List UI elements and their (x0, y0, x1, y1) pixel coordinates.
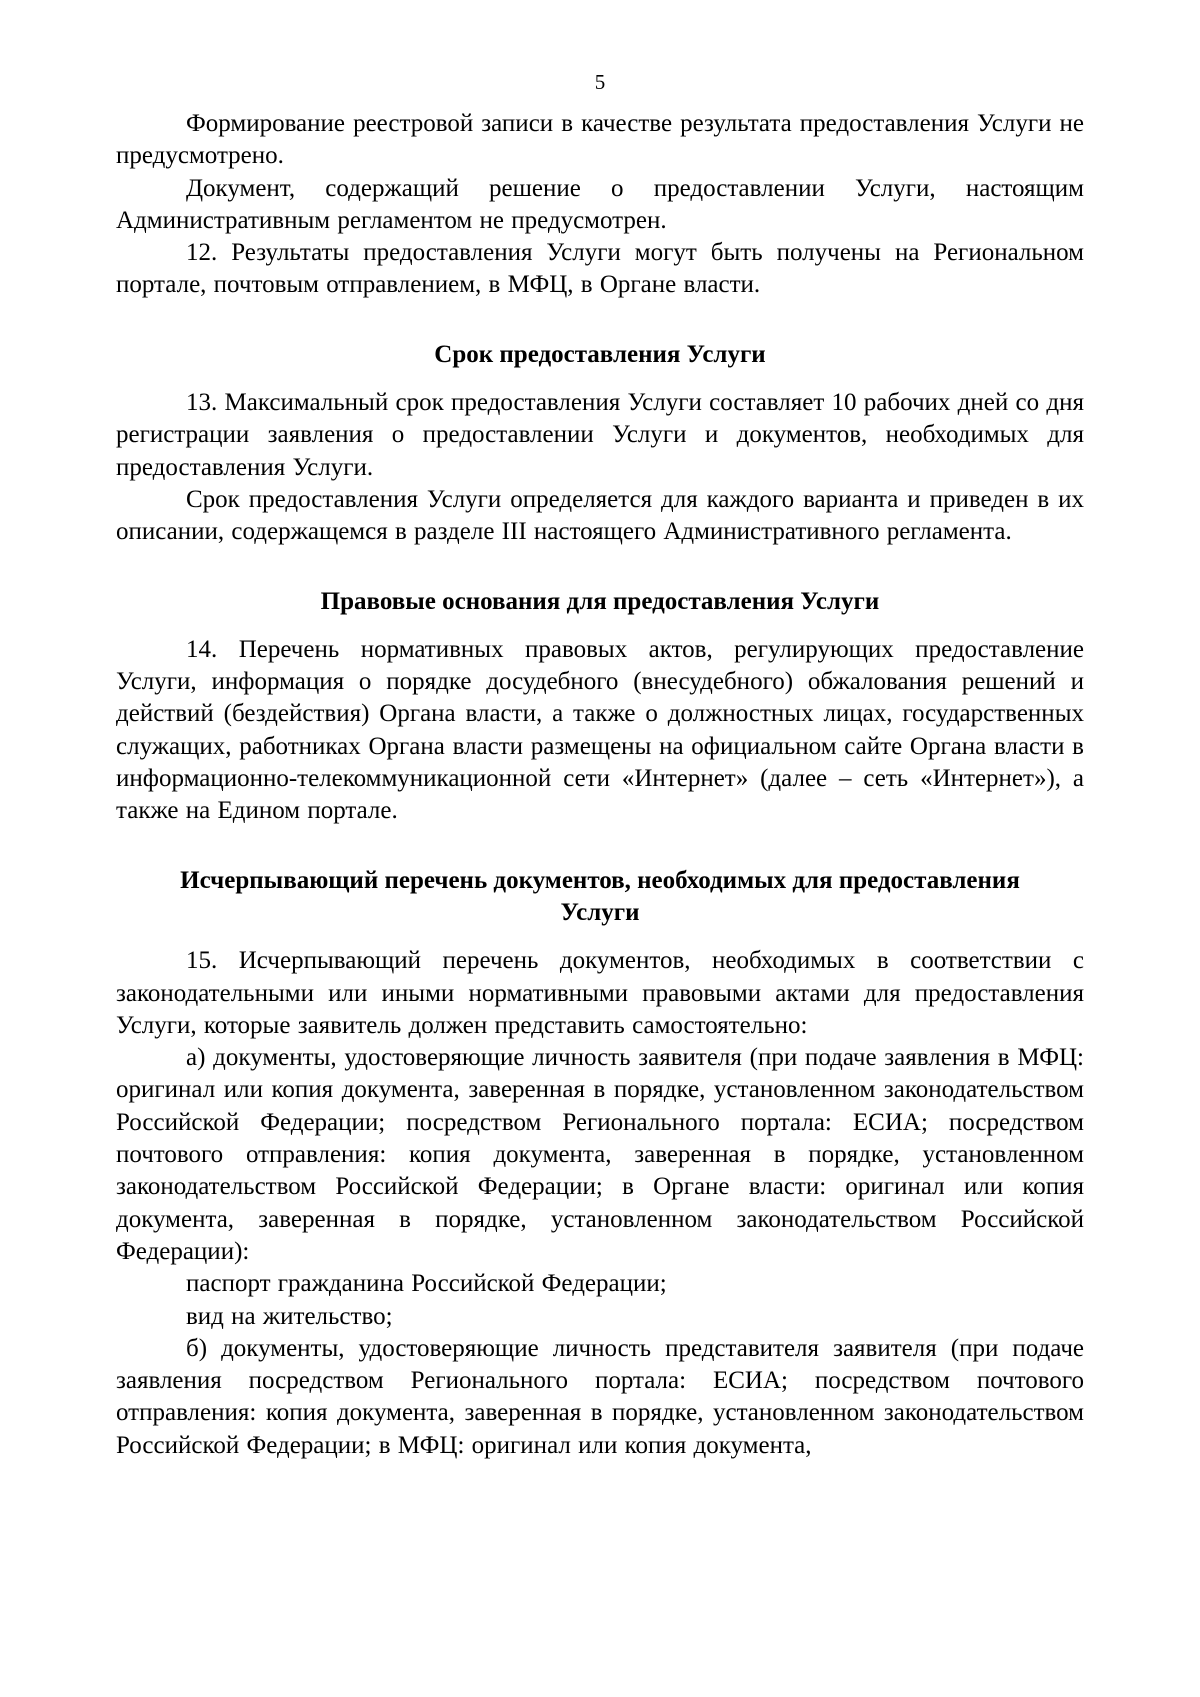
paragraph-term-variants: Срок предоставления Услуги определяется для каждого варианта и приведен в их описании, содержащемся в разделе III настоящего Административного регламента. (116, 485, 1084, 546)
list-item-passport: паспорт гражданина Российской Федерации; (186, 1270, 667, 1298)
spacer (116, 929, 1084, 945)
paragraph-item-15a: а) документы, удостоверяющие личность заявителя (при подаче заявления в МФЦ: оригинал или копия документа, заверенная в порядке, установленном законодательством Российской Федерации; посредством Регионального портала: ЕСИА; посредством почтового отправления: копия документа, заверенная в порядке, установленном законодательством Российской Федерации; в Органе власти: оригинал или копия документа, заверенная в порядке, установленном законодательством Российской Федерации): (116, 1044, 1084, 1265)
heading-documents-line1: Исчерпывающий перечень документов, необходимых для предоставления (180, 866, 1020, 894)
spacer (116, 549, 1084, 586)
document-page (116, 70, 1084, 1462)
spacer (116, 302, 1084, 339)
paragraph-registry-record: Формирование реестровой записи в качестве результата предоставления Услуги не предусмотрено. (116, 110, 1084, 170)
paragraph-item-12: 12. Результаты предоставления Услуги могут быть получены на Региональном портале, почтовым отправлением, в МФЦ, в Органе власти. (116, 239, 1084, 299)
heading-service-term: Срок предоставления Услуги (434, 340, 766, 368)
page-number: 5 (594, 70, 606, 94)
paragraph-decision-document: Документ, содержащий решение о предоставлении Услуги, настоящим Административным регламентом не предусмотрен. (116, 174, 1084, 234)
list-item-residence-permit: вид на жительство; (186, 1302, 393, 1330)
spacer (116, 371, 1084, 387)
spacer (116, 618, 1084, 634)
spacer (116, 828, 1084, 865)
paragraph-item-14: 14. Перечень нормативных правовых актов, регулирующих предоставление Услуги, информация о порядке досудебного (внесудебного) обжалования решений и действий (бездействия) Органа власти, а также о должностных лицах, государственных служащих, работниках Органа власти размещены на официальном сайте Органа власти в информационно-телекоммуникационной сети «Интернет» (далее – сеть «Интернет»), а также на Едином портале. (116, 635, 1084, 825)
paragraph-item-15b: б) документы, удостоверяющие личность представителя заявителя (при подаче заявления посредством Регионального портала: ЕСИА; посредством почтового отправления: копия документа, заверенная в порядке, установленном законодательством Российской Федерации; в МФЦ: оригинал или копия документа, (116, 1334, 1084, 1459)
heading-legal-basis: Правовые основания для предоставления Услуги (320, 587, 880, 615)
heading-documents-line2: Услуги (560, 898, 640, 926)
heading-documents-list (116, 865, 1084, 930)
paragraph-item-13: 13. Максимальный срок предоставления Услуги составляет 10 рабочих дней со дня регистрации заявления о предоставлении Услуги и документов, необходимых для предоставления Услуги. (116, 389, 1084, 481)
paragraph-item-15: 15. Исчерпывающий перечень документов, необходимых в соответствии с законодательными или иными нормативными правовыми актами для предоставления Услуги, которые заявитель должен представить самостоятельно: (116, 947, 1084, 1039)
